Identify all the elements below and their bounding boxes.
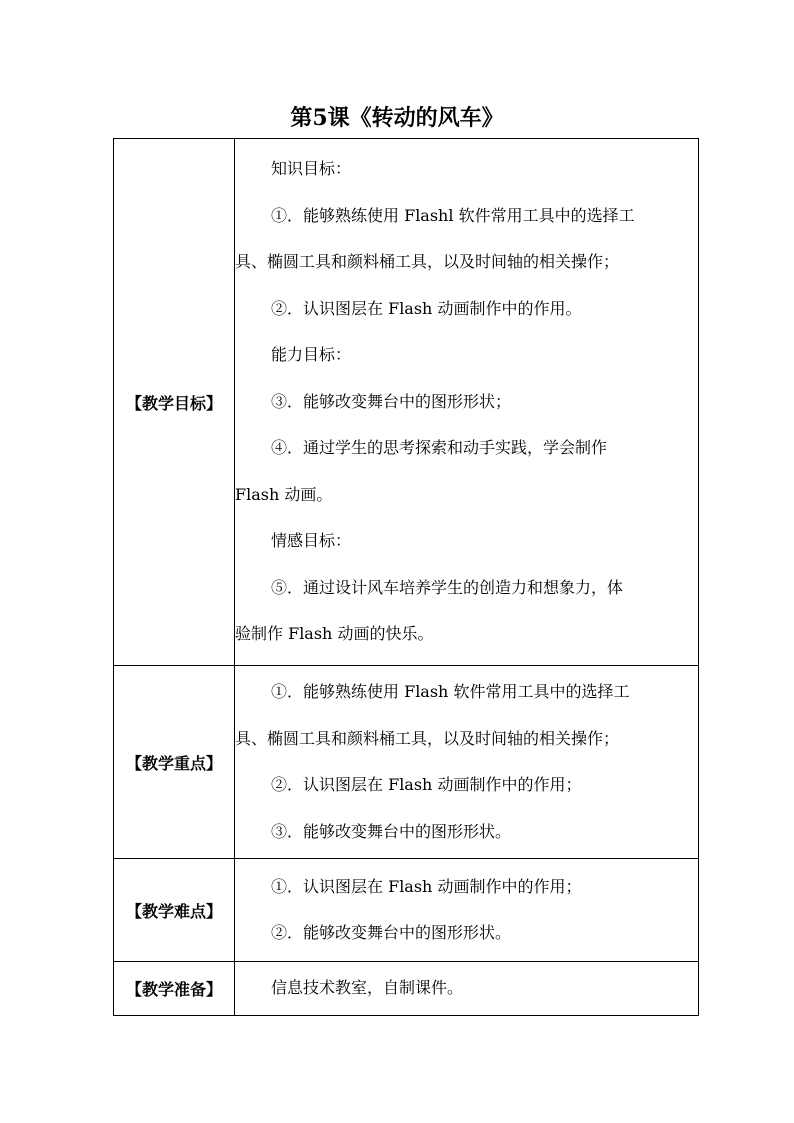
lesson-plan-table <box>113 138 699 1016</box>
row-content <box>235 139 699 666</box>
content-line: ⑤．通过设计风车培养学生的创造力和想象力，体 <box>271 577 624 597</box>
content-line: 验制作 Flash 动画的快乐。 <box>235 624 434 644</box>
content-line: ①．能够熟练使用 Flashl 软件常用工具中的选择工 <box>271 205 635 225</box>
content-line: ③．能够改变舞台中的图形形状。 <box>271 821 512 841</box>
row-content <box>235 962 699 1016</box>
table-row-preparation <box>114 962 699 1016</box>
document-title: 第5课《转动的风车》 <box>290 105 504 131</box>
content-line: ②．认识图层在 Flash 动画制作中的作用； <box>271 775 582 794</box>
content-line: ②．认识图层在 Flash 动画制作中的作用。 <box>271 298 582 318</box>
row-content <box>235 666 699 859</box>
content-line: 具、椭圆工具和颜料桶工具，以及时间轴的相关操作； <box>235 252 620 272</box>
row-label: 【教学难点】 <box>114 859 235 962</box>
content-line: 情感目标： <box>271 531 352 551</box>
content-line: ①．能够熟练使用 Flash 软件常用工具中的选择工 <box>271 682 630 701</box>
table-row-difficulties <box>114 859 699 962</box>
table-row-objectives <box>114 139 699 666</box>
content-line: Flash 动画。 <box>235 484 333 504</box>
row-label: 【教学目标】 <box>114 139 235 666</box>
content-line: ③．能够改变舞台中的图形形状； <box>271 391 512 411</box>
content-line: 能力目标： <box>271 345 352 365</box>
content-line: 知识目标： <box>271 159 352 179</box>
content-line: ④．通过学生的思考探索和动手实践，学会制作 <box>271 438 608 458</box>
row-content <box>235 859 699 962</box>
content-line: ①．认识图层在 Flash 动画制作中的作用； <box>271 876 582 896</box>
content-line: 信息技术教室，自制课件。 <box>271 978 464 998</box>
content-line: ②．能够改变舞台中的图形形状。 <box>271 923 512 942</box>
row-label: 【教学准备】 <box>114 962 235 1016</box>
table-row-key-points <box>114 666 699 859</box>
row-label: 【教学重点】 <box>114 666 235 859</box>
content-line: 具、椭圆工具和颜料桶工具，以及时间轴的相关操作； <box>235 728 620 748</box>
